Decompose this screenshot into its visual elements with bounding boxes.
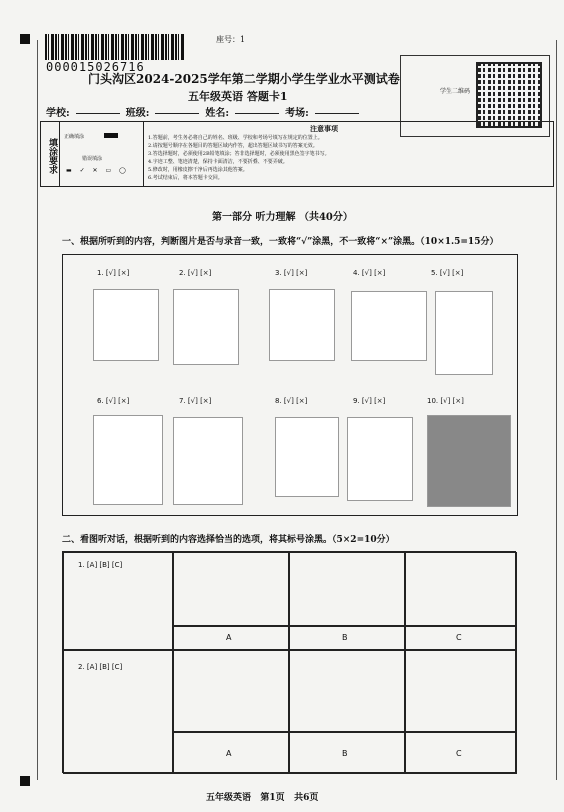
item-4-picture [351, 291, 427, 361]
left-rule [37, 40, 38, 780]
footer-page: 第1页 [260, 793, 285, 803]
corner-mark [20, 34, 30, 44]
q2-row2-option-b-picture [289, 650, 405, 732]
note-item: 5.修改时，用橡皮擦干净后再选涂其他答案。 [148, 167, 248, 173]
exam-title: 门头沟区2024-2025学年第二学期小学生学业水平测试卷 [88, 72, 400, 86]
school-field[interactable] [76, 104, 120, 114]
item-7-marks[interactable]: 7. [√] [×] [179, 397, 212, 405]
item-9-picture [347, 417, 413, 501]
note-item: 1.答题前，考生务必将自己的姓名、班级、学校和考场号填写在规定的位置上。 [148, 135, 323, 141]
q2-instruction: 二、看图听对话，根据听到的内容选择恰当的选项，将其标号涂黑。（5×2=10分） [62, 535, 395, 545]
correct-fill-sample [104, 133, 118, 138]
item-4-marks[interactable]: 4. [√] [×] [353, 269, 386, 277]
q2-row1-option-c[interactable]: C [405, 626, 517, 650]
q2-row2-option-a-picture [173, 650, 289, 732]
class-label: 班级: [125, 108, 150, 119]
q2-answer-table [62, 551, 516, 773]
fill-requirement-label: 填涂要求 [40, 121, 60, 187]
item-7-picture [173, 417, 243, 505]
seat-label: 座号：1 [216, 35, 246, 44]
wrong-fill-label: 错误填涂 [82, 156, 103, 162]
q2-row2-option-b[interactable]: B [289, 732, 405, 774]
qr-code [476, 62, 542, 128]
page-footer [206, 790, 318, 803]
q2-row2-marks[interactable]: 2. [A] [B] [C] [78, 663, 123, 671]
correct-fill-label: 正确填涂 [64, 134, 85, 140]
class-field[interactable] [155, 104, 199, 114]
school-label: 学校: [46, 108, 70, 119]
q2-row1-marks[interactable]: 1. [A] [B] [C] [78, 561, 123, 569]
item-5-marks[interactable]: 5. [√] [×] [431, 269, 464, 277]
fill-example [60, 121, 144, 187]
q2-row1-option-a-picture [173, 552, 289, 626]
item-6-marks[interactable]: 6. [√] [×] [97, 397, 130, 405]
note-item: 4.字迹工整、笔迹清楚，保持卡面清洁，不要折叠、不要弄破。 [148, 159, 288, 165]
q2-row2-option-c[interactable]: C [405, 732, 517, 774]
item-9-marks[interactable]: 9. [√] [×] [353, 397, 386, 405]
q2-row1-option-b[interactable]: B [289, 626, 405, 650]
wrong-fill-sample: ▬ ✓ ✕ ▭ ◯ [66, 167, 129, 174]
footer-subject: 五年级英语 [206, 793, 252, 803]
q2-row1-option-c-picture [405, 552, 517, 626]
corner-mark [20, 776, 30, 786]
q2-row1-option-a[interactable]: A [173, 626, 289, 650]
q2-row2-number-cell [63, 650, 173, 774]
note-item: 3.答选择题时，必须使用2B铅笔填涂；答非选择题时，必须使用黑色签字笔书写。 [148, 151, 330, 157]
q2-row2-option-a[interactable]: A [173, 732, 289, 774]
footer-total: 共6页 [294, 793, 319, 803]
q2-row1-number-cell [63, 552, 173, 650]
item-1-picture [93, 289, 159, 361]
item-3-picture [269, 289, 335, 361]
q2-row2-option-c-picture [405, 650, 517, 732]
note-item: 6.考试结束后，将本答题卡交回。 [148, 175, 223, 181]
q1-answer-area [62, 254, 518, 516]
item-2-marks[interactable]: 2. [√] [×] [179, 269, 212, 277]
name-label: 姓名: [205, 108, 230, 119]
room-label: 考场: [285, 108, 309, 119]
student-info-row [46, 104, 406, 119]
item-10-picture [427, 415, 511, 507]
barcode-number: 000015026716 [46, 60, 145, 74]
item-8-picture [275, 417, 339, 497]
item-3-marks[interactable]: 3. [√] [×] [275, 269, 308, 277]
item-1-marks[interactable]: 1. [√] [×] [97, 269, 130, 277]
item-6-picture [93, 415, 163, 505]
qr-label: 学生二维码 [440, 88, 471, 95]
exam-subtitle: 五年级英语 答题卡1 [188, 90, 288, 103]
barcode [45, 34, 185, 60]
item-2-picture [173, 289, 239, 365]
note-item: 2.请按题号顺序在各题目的答题区域内作答，超出答题区域书写的答案无效。 [148, 143, 318, 149]
item-8-marks[interactable]: 8. [√] [×] [275, 397, 308, 405]
name-field[interactable] [235, 104, 279, 114]
q1-instruction: 一、根据所听到的内容，判断图片是否与录音一致，一致将“√”涂黑，不一致将“×”涂黑。（10×1.5=15分） [62, 237, 499, 247]
notes-title: 注意事项 [310, 124, 338, 133]
room-field[interactable] [315, 104, 359, 114]
notes-list [148, 134, 548, 182]
right-rule [556, 40, 557, 780]
q2-row1-option-b-picture [289, 552, 405, 626]
item-10-marks[interactable]: 10. [√] [×] [427, 397, 464, 405]
part1-title: 第一部分 听力理解 （共40分） [212, 212, 353, 223]
item-5-picture [435, 291, 493, 375]
